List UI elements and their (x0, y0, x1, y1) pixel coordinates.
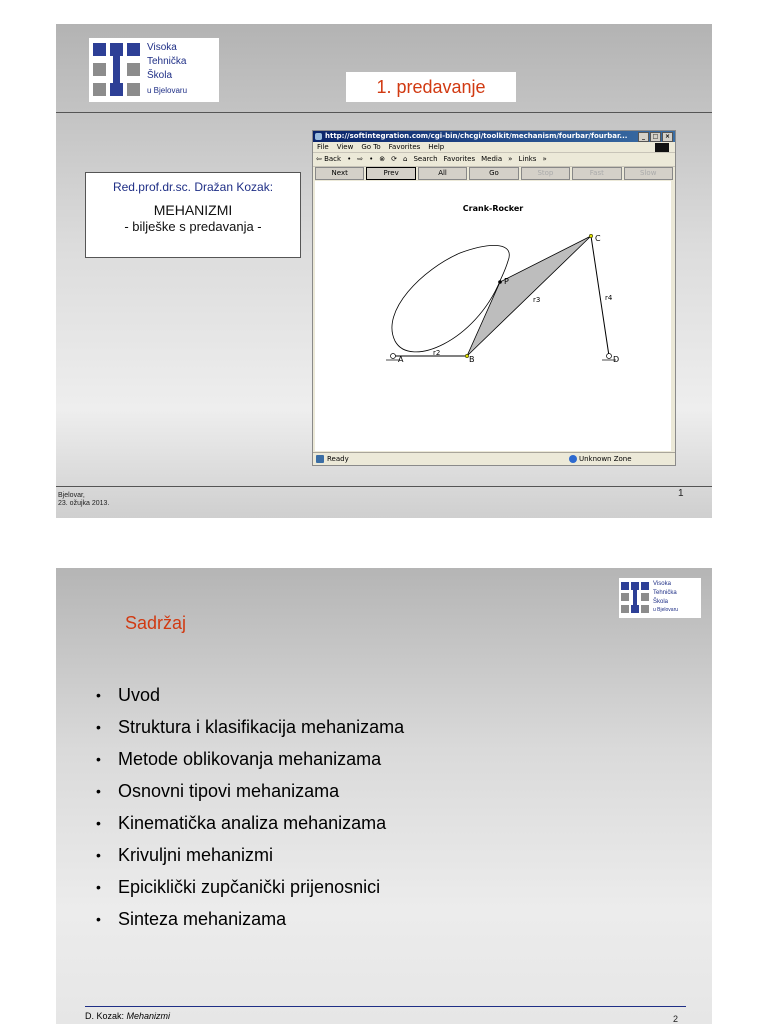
label-c: C (595, 234, 601, 243)
logo-square (621, 593, 629, 601)
contents-list (94, 679, 404, 935)
browser-toolbar (313, 152, 675, 166)
logo-square (127, 83, 140, 96)
back-dropdown-icon[interactable]: • (347, 155, 352, 163)
logo-line-3: Škola (653, 599, 669, 605)
list-item: • Sinteza mehanizama (94, 903, 404, 935)
toolbar-overflow-icon[interactable]: » (508, 155, 513, 163)
contents-heading: Sadržaj (125, 613, 187, 633)
logo-stem (113, 56, 120, 84)
logo-stem (633, 589, 637, 605)
browser-screenshot (312, 130, 676, 466)
all-button[interactable]: All (418, 167, 467, 180)
stop-button[interactable]: Stop (521, 167, 570, 180)
links-overflow-icon[interactable]: » (542, 155, 547, 163)
media-button[interactable]: Media (481, 155, 503, 163)
page-number: 1 (678, 488, 684, 499)
coupler-curve (392, 245, 509, 351)
logo-square (127, 43, 140, 56)
footer-place: Bjelovar, (58, 492, 85, 499)
footer-divider (85, 1006, 686, 1007)
slide-footer (85, 1011, 170, 1021)
footer-author: D. Kozak: (85, 1011, 127, 1021)
applet-nav-bar (313, 166, 675, 180)
windows-logo-icon (655, 143, 669, 152)
minimize-icon[interactable]: _ (638, 132, 649, 142)
label-r3: r3 (533, 296, 541, 304)
prev-button[interactable]: Prev (366, 167, 415, 180)
list-item: • Osnovni tipovi mehanizama (94, 775, 404, 807)
browser-window-title: http://softintegration.com/cgi-bin/chcgi/toolkit/mechanism/fourbar/fourbar... (325, 132, 628, 140)
subject-subtitle: - bilješke s predavanja - (124, 219, 262, 234)
footer-course: Mehanizmi (126, 1011, 171, 1021)
home-icon[interactable]: ⌂ (403, 155, 408, 163)
slide-title: 1. predavanje (346, 72, 516, 102)
page-icon (316, 455, 324, 463)
browser-titlebar (313, 131, 675, 142)
joint-c (589, 234, 593, 238)
crank-rocker-diagram (315, 181, 671, 451)
slow-button[interactable]: Slow (624, 167, 673, 180)
logo-line-4: u Bjelovaru (147, 86, 188, 95)
logo-square (127, 63, 140, 76)
label-d: D (613, 355, 620, 364)
refresh-icon[interactable]: ⟳ (391, 155, 397, 163)
footer-date: 23. ožujka 2013. (58, 500, 110, 507)
back-button[interactable]: ⇦ Back (316, 155, 342, 163)
logo-square (641, 605, 649, 613)
label-b: B (469, 355, 475, 364)
list-item: • Struktura i klasifikacija mehanizama (94, 711, 404, 743)
menu-favorites[interactable]: Favorites (388, 143, 421, 151)
browser-statusbar (313, 452, 675, 465)
menu-file[interactable]: File (317, 143, 329, 151)
school-logo (89, 38, 219, 102)
logo-line-2: Tehnička (653, 590, 677, 596)
subject-title: MEHANIZMI (153, 202, 233, 218)
security-zone: Unknown Zone (579, 455, 632, 463)
logo-square (110, 83, 123, 96)
logo-square (93, 63, 106, 76)
menu-goto[interactable]: Go To (361, 143, 381, 151)
logo-line-2: Tehnička (147, 56, 187, 67)
list-item: • Krivuljni mehanizmi (94, 839, 404, 871)
label-r4: r4 (605, 294, 613, 302)
links-button[interactable]: Links (518, 155, 537, 163)
page-number: 2 (673, 1014, 679, 1024)
ie-icon (315, 133, 322, 140)
coupler-link (467, 236, 591, 356)
lecture-info-box (85, 172, 301, 258)
logo-line-1: Visoka (147, 42, 177, 53)
search-button[interactable]: Search (413, 155, 438, 163)
next-button[interactable]: Next (315, 167, 364, 180)
logo-square (641, 582, 649, 590)
stop-icon[interactable]: ⊗ (379, 155, 386, 163)
logo-square (621, 582, 629, 590)
favorites-button[interactable]: Favorites (443, 155, 476, 163)
header-divider (56, 112, 712, 113)
go-button[interactable]: Go (469, 167, 518, 180)
logo-square (621, 605, 629, 613)
diagram-title: Crank-Rocker (462, 204, 524, 213)
window-controls (638, 132, 673, 142)
list-item: • Uvod (94, 679, 404, 711)
mechanism-canvas (315, 181, 671, 451)
list-item: • Epiciklički zupčanički prijenosnici (94, 871, 404, 903)
forward-dropdown-icon[interactable]: • (369, 155, 374, 163)
logo-line-3: Škola (147, 70, 173, 81)
logo-square (641, 593, 649, 601)
logo-line-1: Visoka (653, 581, 671, 587)
label-r2: r2 (433, 349, 441, 357)
label-a: A (398, 355, 404, 364)
logo-square (110, 43, 123, 56)
school-logo (619, 578, 701, 618)
fast-button[interactable]: Fast (572, 167, 621, 180)
coupler-point-p (498, 280, 502, 284)
logo-square (93, 43, 106, 56)
slide-2 (56, 568, 712, 1024)
menu-help[interactable]: Help (428, 143, 445, 151)
menu-view[interactable]: View (336, 143, 354, 151)
slide-1 (56, 24, 712, 518)
forward-button[interactable]: ⇨ (357, 155, 364, 163)
close-icon[interactable]: × (662, 132, 673, 142)
logo-line-4: u Bjelovaru (653, 607, 679, 613)
browser-menubar (313, 142, 675, 152)
author-name: Red.prof.dr.sc. Dražan Kozak: (112, 180, 274, 194)
list-item: • Kinematička analiza mehanizama (94, 807, 404, 839)
list-item: • Metode oblikovanja mehanizama (94, 743, 404, 775)
globe-icon (569, 455, 577, 463)
slide-footer (56, 492, 109, 508)
label-p: P (504, 277, 509, 286)
footer-divider (56, 486, 712, 487)
logo-square (631, 605, 639, 613)
status-text: Ready (327, 455, 349, 463)
logo-square (93, 83, 106, 96)
maximize-icon[interactable]: □ (650, 132, 661, 142)
